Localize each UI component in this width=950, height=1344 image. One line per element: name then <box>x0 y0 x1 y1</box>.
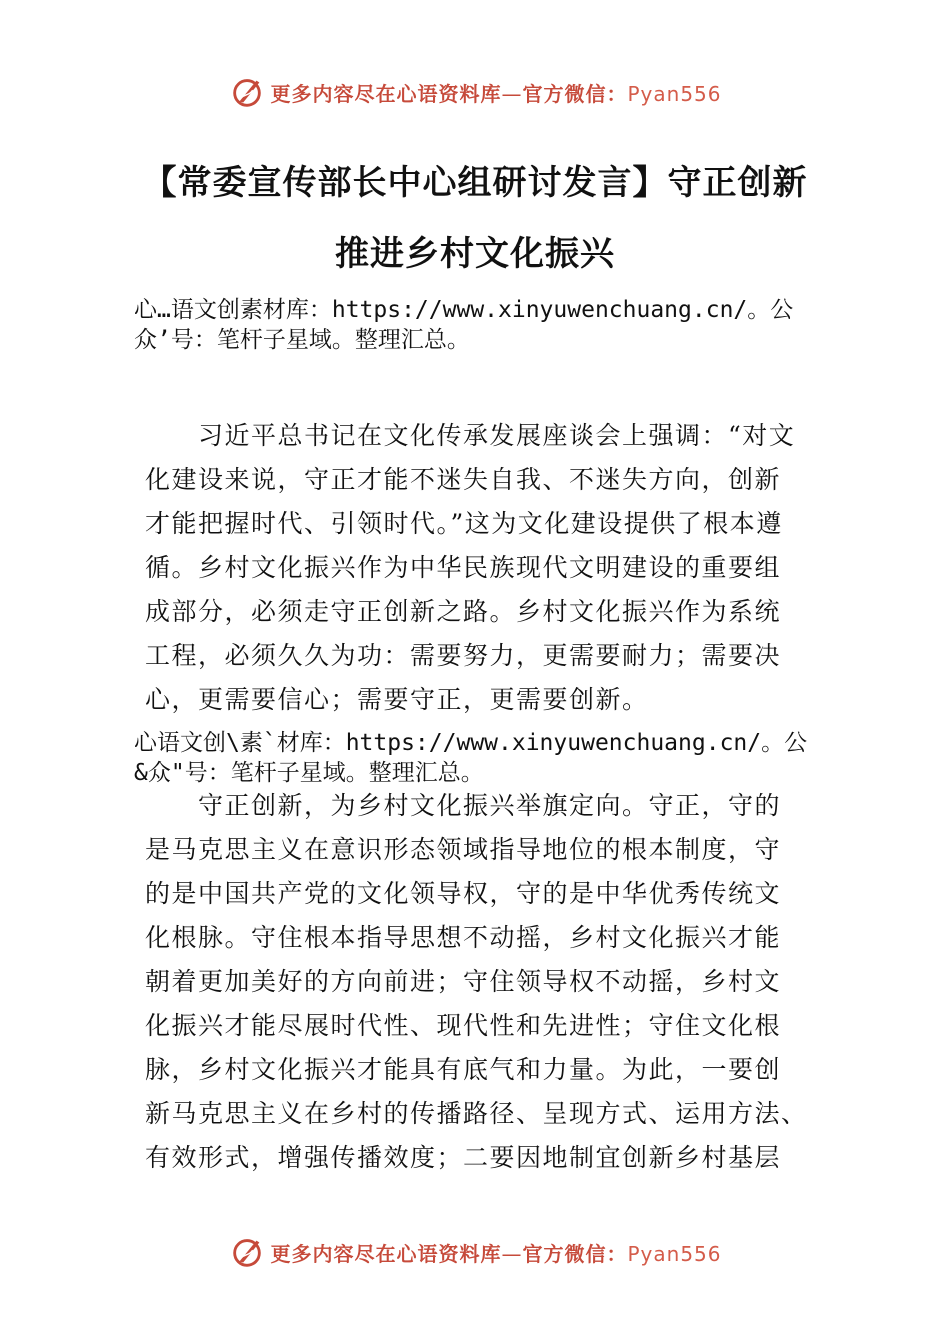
paragraph-line: 有效形式，增强传播效度；二要因地制宜创新乡村基层 <box>145 1143 782 1172</box>
paragraph-line: 才能把握时代、引领时代。”这为文化建设提供了根本遵 <box>145 509 783 538</box>
source-note-1-line-1: 心…语文创素材库：https://www.xinyuwenchuang.cn/。公 <box>134 297 794 323</box>
banner-wechat-id: Pyan556 <box>627 1241 722 1266</box>
banner-dash: — <box>501 81 523 106</box>
paragraph-line: 守正创新，为乡村文化振兴举旗定向。守正，守的 <box>145 791 782 820</box>
paragraph-line: 的是中国共产党的文化领导权，守的是中华优秀传统文 <box>145 879 782 908</box>
paragraph-line: 工程，必须久久为功：需要努力，更需要耐力；需要决 <box>145 641 782 670</box>
banner-text <box>270 78 721 107</box>
paragraph-line: 是马克思主义在意识形态领域指导地位的根本制度，守 <box>145 835 782 864</box>
paragraph-line: 化建设来说，守正才能不迷失自我、不迷失方向，创新 <box>145 465 782 494</box>
paragraph-line: 循。乡村文化振兴作为中华民族现代文明建设的重要组 <box>145 553 782 582</box>
source-note-2-line-1: 心语文创\素`材库：https://www.xinyuwenchuang.cn/。公 <box>134 730 808 756</box>
paragraph-line: 心，更需要信心；需要守正，更需要创新。 <box>145 685 649 714</box>
paragraph-line: 成部分，必须走守正创新之路。乡村文化振兴作为系统 <box>145 597 782 626</box>
banner-dash: — <box>501 1241 523 1266</box>
paragraph-line: 朝着更加美好的方向前进；守住领导权不动摇，乡村文 <box>145 967 782 996</box>
paragraph-line: 习近平总书记在文化传承发展座谈会上强调：“对文 <box>145 421 796 450</box>
paragraph-line: 化根脉。守住根本指导思想不动摇，乡村文化振兴才能 <box>145 923 782 952</box>
quill-pen-logo-icon <box>228 1233 266 1271</box>
banner-main-text: 更多内容尽在心语资料库 <box>270 81 502 106</box>
source-note-1 <box>134 295 844 355</box>
banner-wechat-id: Pyan556 <box>627 81 722 106</box>
header-banner <box>0 70 950 114</box>
footer-banner <box>0 1230 950 1274</box>
source-note-2 <box>134 728 844 788</box>
banner-wechat-label: 官方微信： <box>522 81 628 106</box>
source-note-2-line-2: &众"号：笔杆子星域。整理汇总。 <box>134 760 484 786</box>
banner-text <box>270 1238 721 1267</box>
source-note-1-line-2: 众’号：笔杆子星域。整理汇总。 <box>134 327 470 353</box>
body-paragraph-2 <box>145 784 810 1180</box>
banner-main-text: 更多内容尽在心语资料库 <box>270 1241 502 1266</box>
body-paragraph-1 <box>145 414 810 722</box>
document-title-line-2: 推进乡村文化振兴 <box>335 234 615 274</box>
paragraph-line: 化振兴才能尽展时代性、现代性和先进性；守住文化根 <box>145 1011 782 1040</box>
paragraph-line: 脉，乡村文化振兴才能具有底气和力量。为此，一要创 <box>145 1055 782 1084</box>
paragraph-line: 新马克思主义在乡村的传播路径、呈现方式、运用方法、 <box>145 1099 808 1128</box>
banner-wechat-label: 官方微信： <box>522 1241 628 1266</box>
quill-pen-logo-icon <box>228 73 266 111</box>
document-title-line-1: 【常委宣传部长中心组研讨发言】守正创新 <box>142 163 808 203</box>
